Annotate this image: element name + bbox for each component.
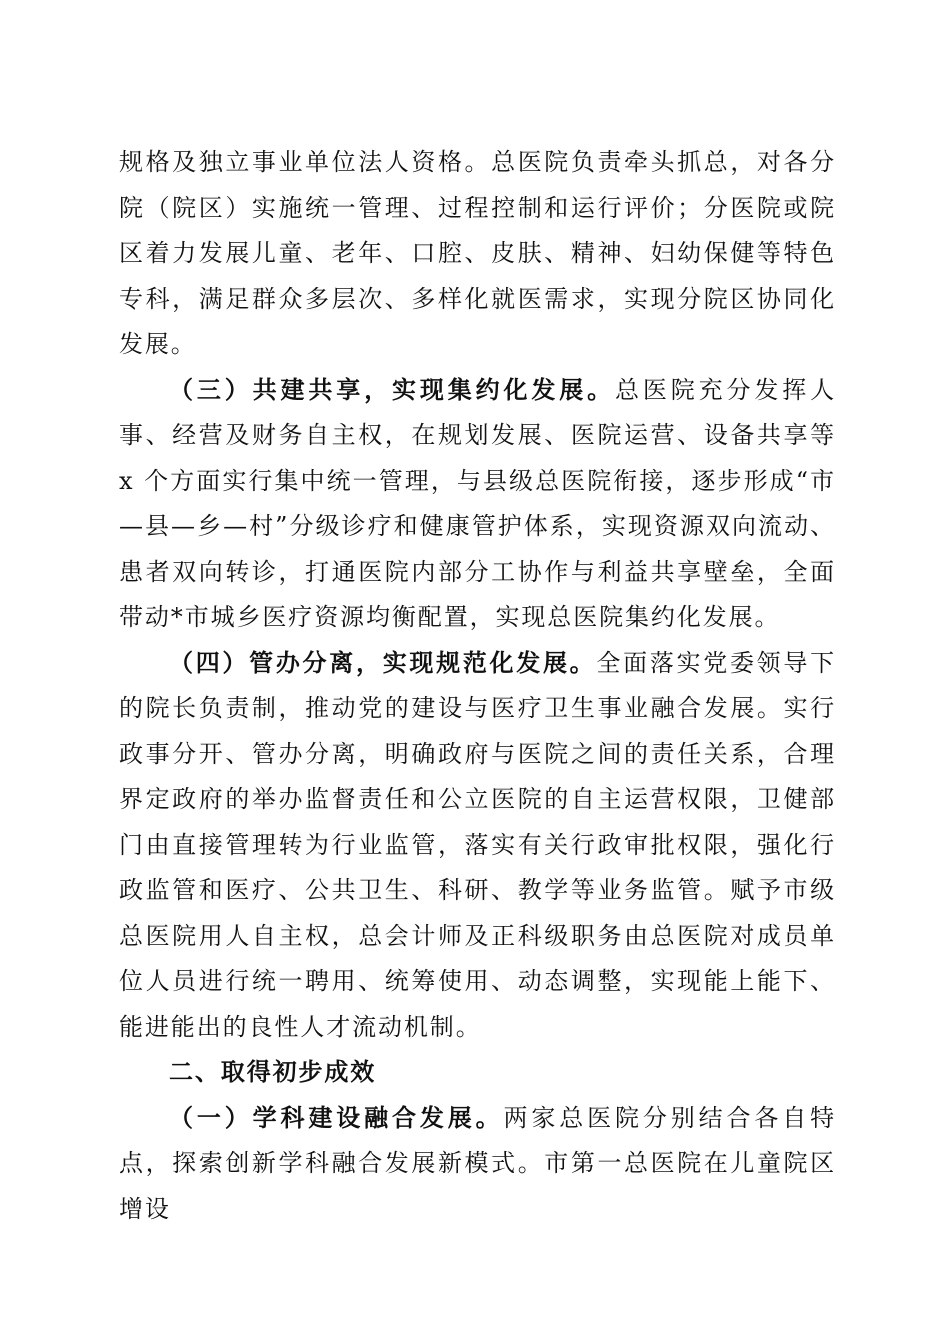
paragraph-1 xyxy=(119,140,836,368)
paragraph-1-body: 规格及独立事业单位法人资格。总医院负责牵头抓总，对各分院（院区）实施统一管理、过程控制和运行评价；分医院或院区着力发展儿童、老年、口腔、皮肤、精神、妇幼保健等特色专科，满足群众多层次、多样化就医需求，实现分院区协同化发展。 xyxy=(119,148,836,358)
paragraph-2-body: 总医院充分发挥人事、经营及财务自主权，在规划发展、医院运营、设备共享等 x 个方面实行集中统一管理，与县级总医院衔接，逐步形成“市—县—乡—村”分级诊疗和健康管护体系，实现资源双向流动、患者双向转诊，打通医院内部分工协作与利益共享壁垒，全面带动*市城乡医疗资源均衡配置，实现总医院集约化发展。 xyxy=(119,375,836,631)
paragraph-3 xyxy=(119,641,836,1051)
section-heading: 二、取得初步成效 xyxy=(169,1058,377,1086)
paragraph-3-body: 全面落实党委领导下的院长负责制，推动党的建设与医疗卫生事业融合发展。实行政事分开、管办分离，明确政府与医院之间的责任关系，合理界定政府的举办监督责任和公立医院的自主运营权限，卫健部门由直接管理转为行业监管，落实有关行政审批权限，强化行政监管和医疗、公共卫生、科研、教学等业务监管。赋予市级总医院用人自主权，总会计师及正科级职务由总医院对成员单位人员进行统一聘用、统筹使用、动态调整，实现能上能下、能进能出的良性人才流动机制。 xyxy=(119,648,836,1041)
paragraph-4-body: 两家总医院分别结合各自特点，探索创新学科融合发展新模式。市第一总医院在儿童院区增设 xyxy=(119,1103,836,1223)
paragraph-2-lead: （三）共建共享，实现集约化发展。 xyxy=(169,375,615,404)
paragraph-4-lead: （一）学科建设融合发展。 xyxy=(169,1103,504,1132)
paragraph-2 xyxy=(119,368,836,641)
paragraph-3-lead: （四）管办分离，实现规范化发展。 xyxy=(169,648,597,677)
paragraph-4 xyxy=(119,1096,836,1233)
document-page xyxy=(119,140,836,1232)
